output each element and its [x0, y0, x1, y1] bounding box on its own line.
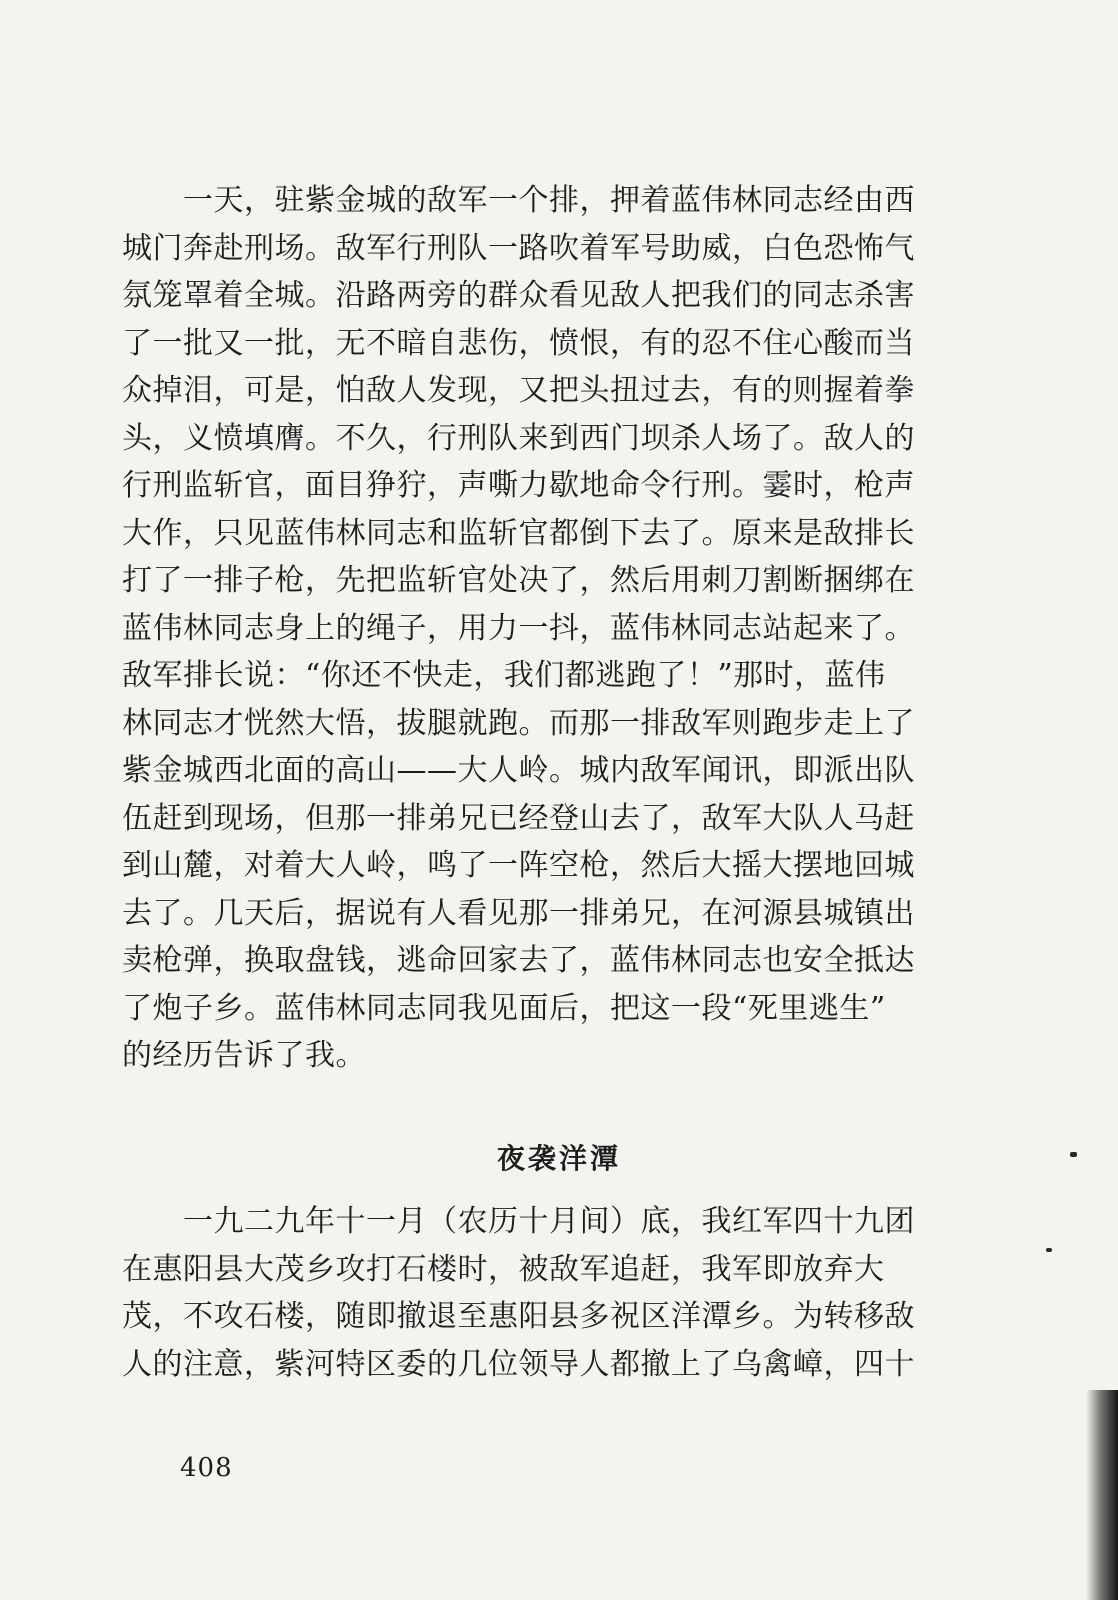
text-line: 众掉泪，可是，怕敌人发现，又把头扭过去，有的则握着拳	[122, 373, 915, 408]
section-heading: 夜袭洋潭	[496, 1142, 621, 1175]
text-line: 一九二九年十一月（农历十月间）底，我红军四十九团	[122, 1204, 915, 1239]
text-line: 氛笼罩着全城。沿路两旁的群众看见敌人把我们的同志杀害	[122, 278, 915, 313]
text-line: 头，义愤填膺。不久，行刑队来到西门坝杀人场了。敌人的	[122, 420, 915, 456]
text-line: 一天，驻紫金城的敌军一个排，押着蓝伟林同志经由西	[122, 183, 915, 218]
page-number: 408	[180, 1453, 233, 1483]
section-2-body	[122, 1198, 982, 1388]
text-line: 到山麓，对着大人岭，鸣了一阵空枪，然后大摇大摆地回城	[122, 848, 915, 883]
text-line: 伍赶到现场，但那一排弟兄已经登山去了，敌军大队人马赶	[122, 800, 915, 836]
section-1-body	[122, 177, 982, 1080]
text-line: 人的注意，紫河特区委的几位领导人都撤上了乌禽嶂，四十	[122, 1346, 915, 1382]
text-line: 蓝伟林同志身上的绳子，用力一抖，蓝伟林同志站起来了。	[122, 610, 915, 646]
text-line: 行刑监斩官，面目狰狞，声嘶力歇地命令行刑。霎时，枪声	[122, 468, 915, 503]
text-line: 在惠阳县大茂乡攻打石楼时，被敌军追赶，我军即放弃大	[122, 1251, 885, 1287]
text-line: 城门奔赴刑场。敌军行刑队一路吹着军号助威，白色恐怖气	[122, 230, 915, 266]
text-line: 林同志才恍然大悟，拔腿就跑。而那一排敌军则跑步走上了	[122, 705, 915, 741]
text-line: 卖枪弹，换取盘钱，逃命回家去了，蓝伟林同志也安全抵达	[122, 943, 915, 978]
scan-speck	[1046, 1248, 1052, 1252]
text-line: 了一批又一批，无不暗自悲伤，愤恨，有的忍不住心酸而当	[122, 325, 915, 361]
text-line: 的经历告诉了我。	[122, 1038, 366, 1073]
text-line: 紫金城西北面的高山——大人岭。城内敌军闻讯，即派出队	[122, 753, 915, 788]
scan-edge-shadow	[1086, 1390, 1118, 1600]
text-line: 大作，只见蓝伟林同志和监斩官都倒下去了。原来是敌排长	[122, 515, 915, 551]
text-line: 打了一排子枪，先把监斩官处决了，然后用刺刀割断捆绑在	[122, 563, 915, 598]
text-line: 了炮子乡。蓝伟林同志同我见面后，把这一段“死里逃生”	[122, 990, 886, 1026]
text-line: 敌军排长说：“你还不快走，我们都逃跑了！”那时，蓝伟	[122, 658, 886, 693]
scan-speck	[1070, 1152, 1077, 1157]
text-line: 茂，不攻石楼，随即撤退至惠阳县多祝区洋潭乡。为转移敌	[122, 1299, 915, 1334]
text-line: 去了。几天后，据说有人看见那一排弟兄，在河源县城镇出	[122, 895, 915, 931]
